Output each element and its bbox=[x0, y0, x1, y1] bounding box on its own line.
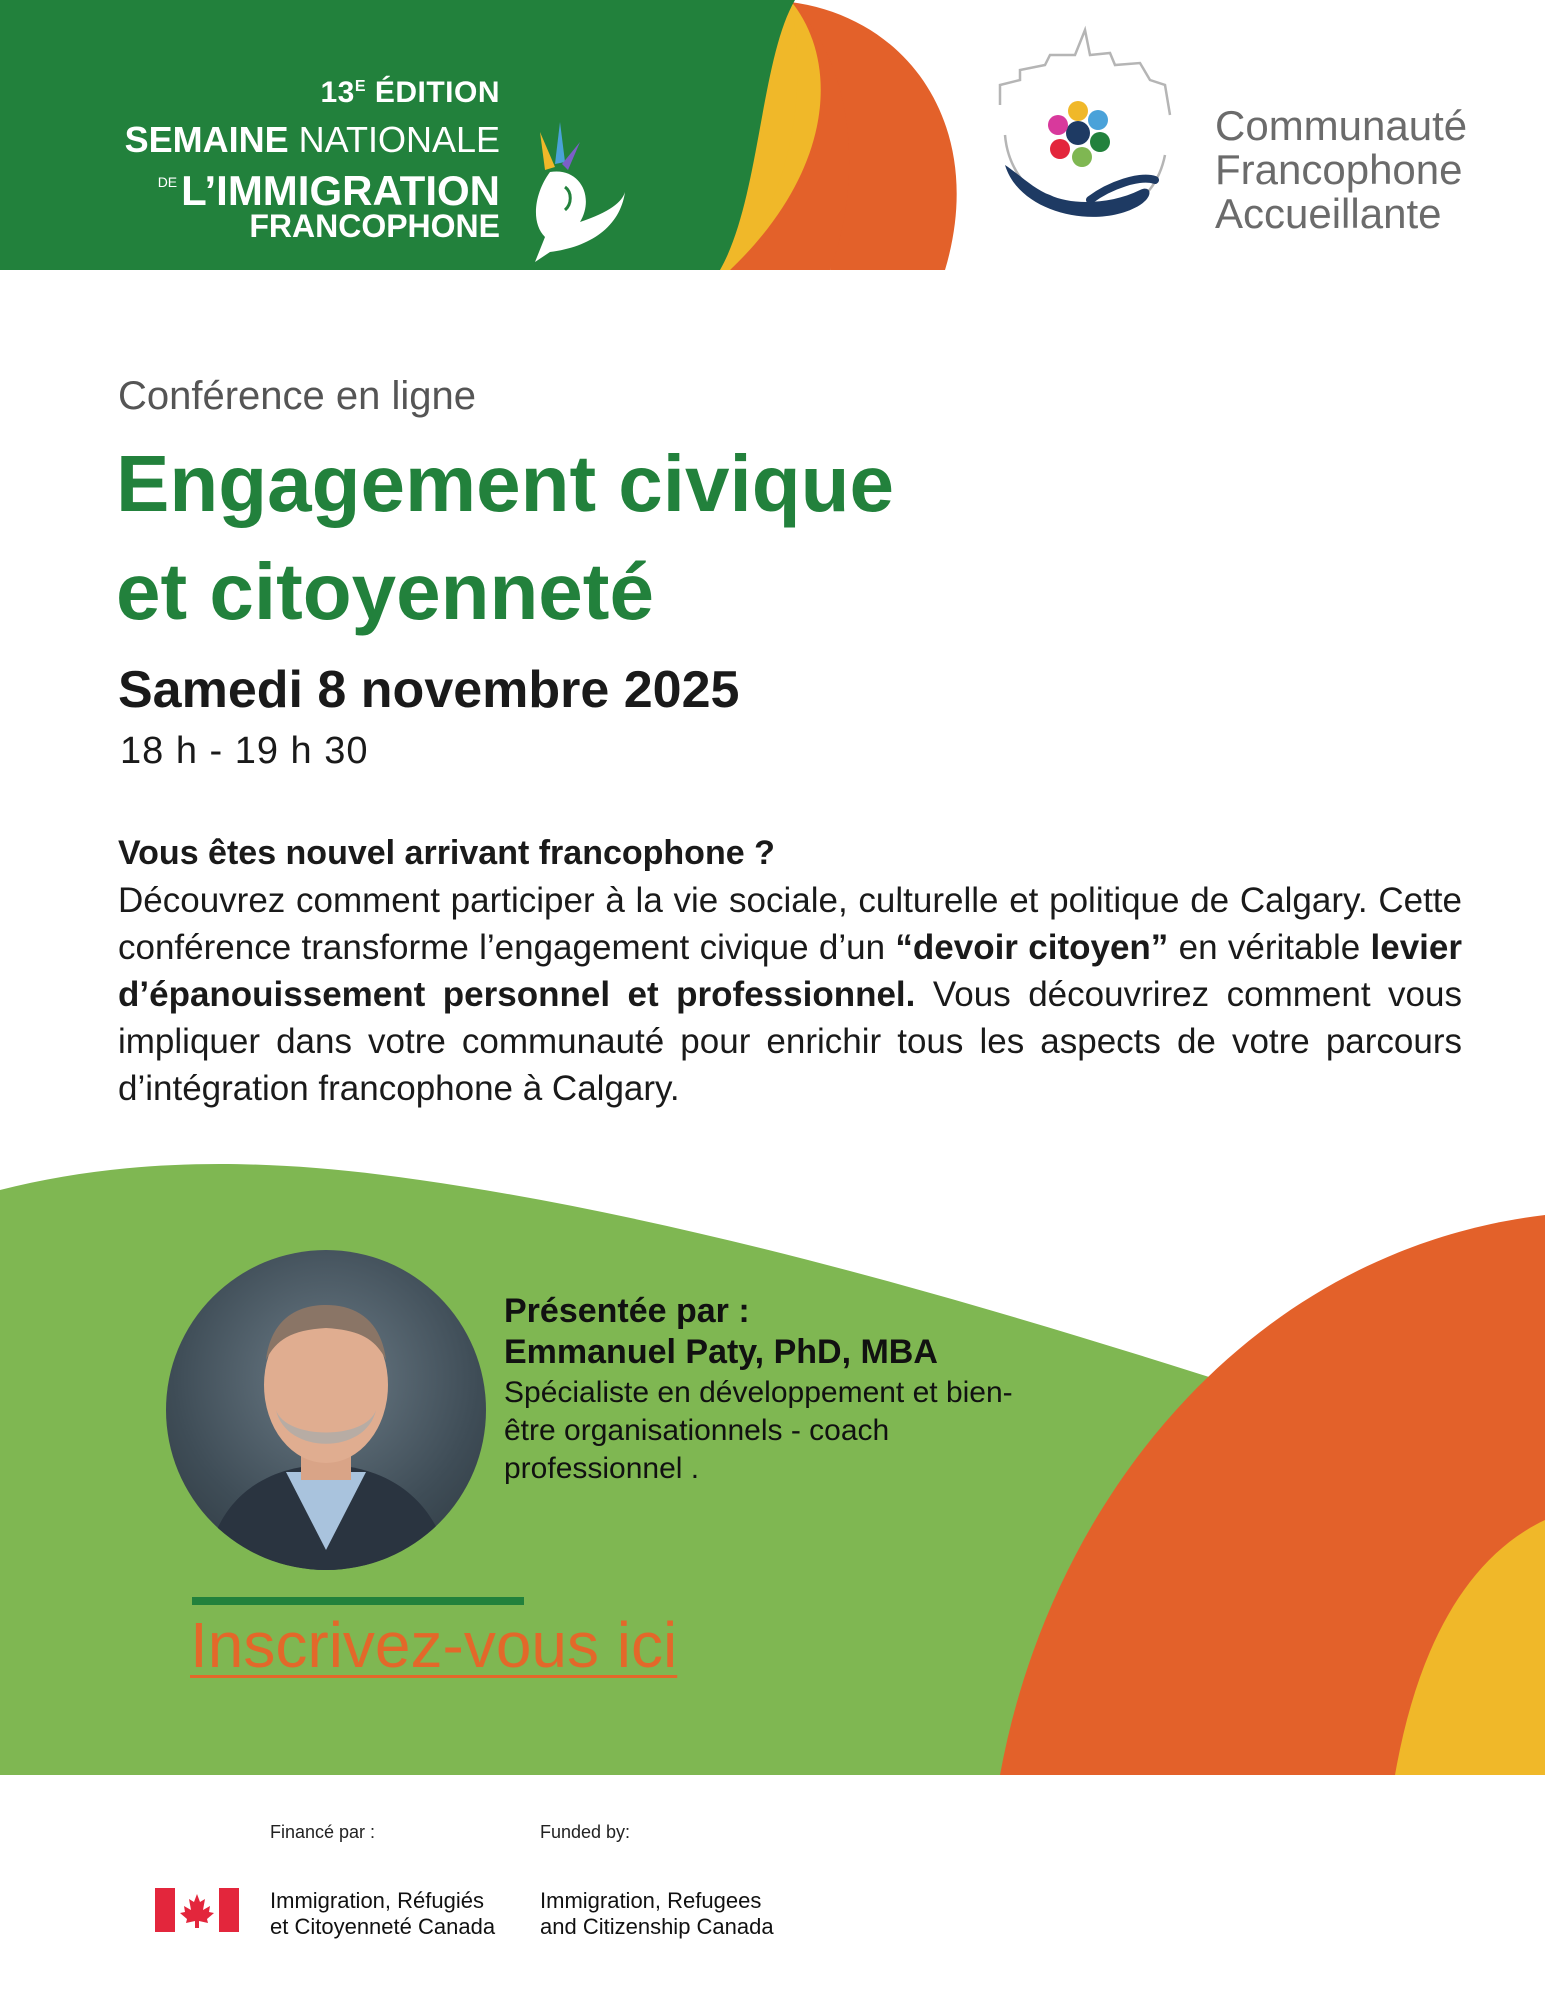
edition-label bbox=[120, 76, 500, 110]
snif-line-1 bbox=[90, 120, 500, 160]
event-description bbox=[118, 830, 1462, 1112]
ircc-name-en bbox=[540, 1888, 774, 1940]
presenter-name: Emmanuel Paty, PhD, MBA bbox=[504, 1333, 938, 1371]
event-subtitle: Conférence en ligne bbox=[118, 374, 477, 418]
org-name-line-3: Accueillante bbox=[1215, 190, 1442, 237]
description-bold-1: “devoir citoyen” bbox=[895, 928, 1169, 967]
description-text-2: en véritable bbox=[1168, 928, 1371, 967]
funded-by-en: Funded by: bbox=[540, 1822, 631, 1842]
event-title-line-2: et citoyenneté bbox=[116, 547, 654, 636]
snif-word-nationale: NATIONALE bbox=[298, 119, 500, 160]
cfa-community-logo bbox=[990, 25, 1175, 240]
presenter-role: Spécialiste en développement et bien-être organisationnels - coach professionnel . bbox=[504, 1376, 1013, 1485]
snif-word-immigration: L’IMMIGRATION bbox=[181, 167, 500, 214]
edition-number: 13 bbox=[320, 76, 355, 109]
event-date: Samedi 8 novembre 2025 bbox=[118, 661, 740, 719]
edition-word: ÉDITION bbox=[374, 76, 500, 109]
snif-bird-logo bbox=[510, 112, 630, 262]
presenter-portrait-image bbox=[166, 1250, 486, 1570]
ircc-fr-line-1: Immigration, Réfugiés bbox=[270, 1888, 484, 1913]
org-name-line-2: Francophone bbox=[1215, 146, 1463, 193]
ircc-fr-line-2: et Citoyenneté Canada bbox=[270, 1914, 496, 1939]
description-question: Vous êtes nouvel arrivant francophone ? bbox=[118, 834, 775, 872]
description-text-1: Découvrez comment participer à la vie sociale, culturelle et politique de Calgary. Cette conférence transforme l’engagement civique d’un bbox=[118, 881, 1462, 967]
canada-flag-icon bbox=[155, 1888, 239, 1932]
event-title bbox=[116, 430, 894, 646]
snif-line-2 bbox=[90, 162, 500, 214]
ircc-name-fr bbox=[270, 1888, 495, 1940]
funded-by-fr: Financé par : bbox=[270, 1822, 376, 1842]
snif-line-3 bbox=[90, 206, 500, 246]
edition-superscript: E bbox=[354, 78, 366, 95]
event-title-line-1: Engagement civique bbox=[116, 439, 894, 528]
presenter-photo bbox=[166, 1250, 486, 1570]
ircc-en-line-1: Immigration, Refugees bbox=[540, 1888, 762, 1913]
event-time: 18 h - 19 h 30 bbox=[120, 730, 369, 772]
description-text-3: Vous découvrirez comment vous impliquer dans votre communauté pour enrichir tous les aspects de votre parcours d’intégration francophone à Calgary. bbox=[118, 975, 1462, 1108]
registration-divider bbox=[192, 1597, 524, 1605]
description-bold-2: levier d’épanouissement personnel et professionnel. bbox=[118, 928, 1462, 1014]
org-name-line-1: Communauté bbox=[1215, 102, 1468, 149]
snif-word-semaine: SEMAINE bbox=[124, 119, 289, 160]
presenter-label: Présentée par : bbox=[504, 1292, 750, 1330]
registration-link[interactable]: Inscrivez-vous ici bbox=[190, 1609, 678, 1681]
presenter-info bbox=[504, 1290, 1064, 1488]
snif-word-de: DE bbox=[157, 174, 178, 190]
ircc-en-line-2: and Citizenship Canada bbox=[540, 1914, 774, 1939]
snif-word-francophone: FRANCOPHONE bbox=[249, 208, 500, 244]
